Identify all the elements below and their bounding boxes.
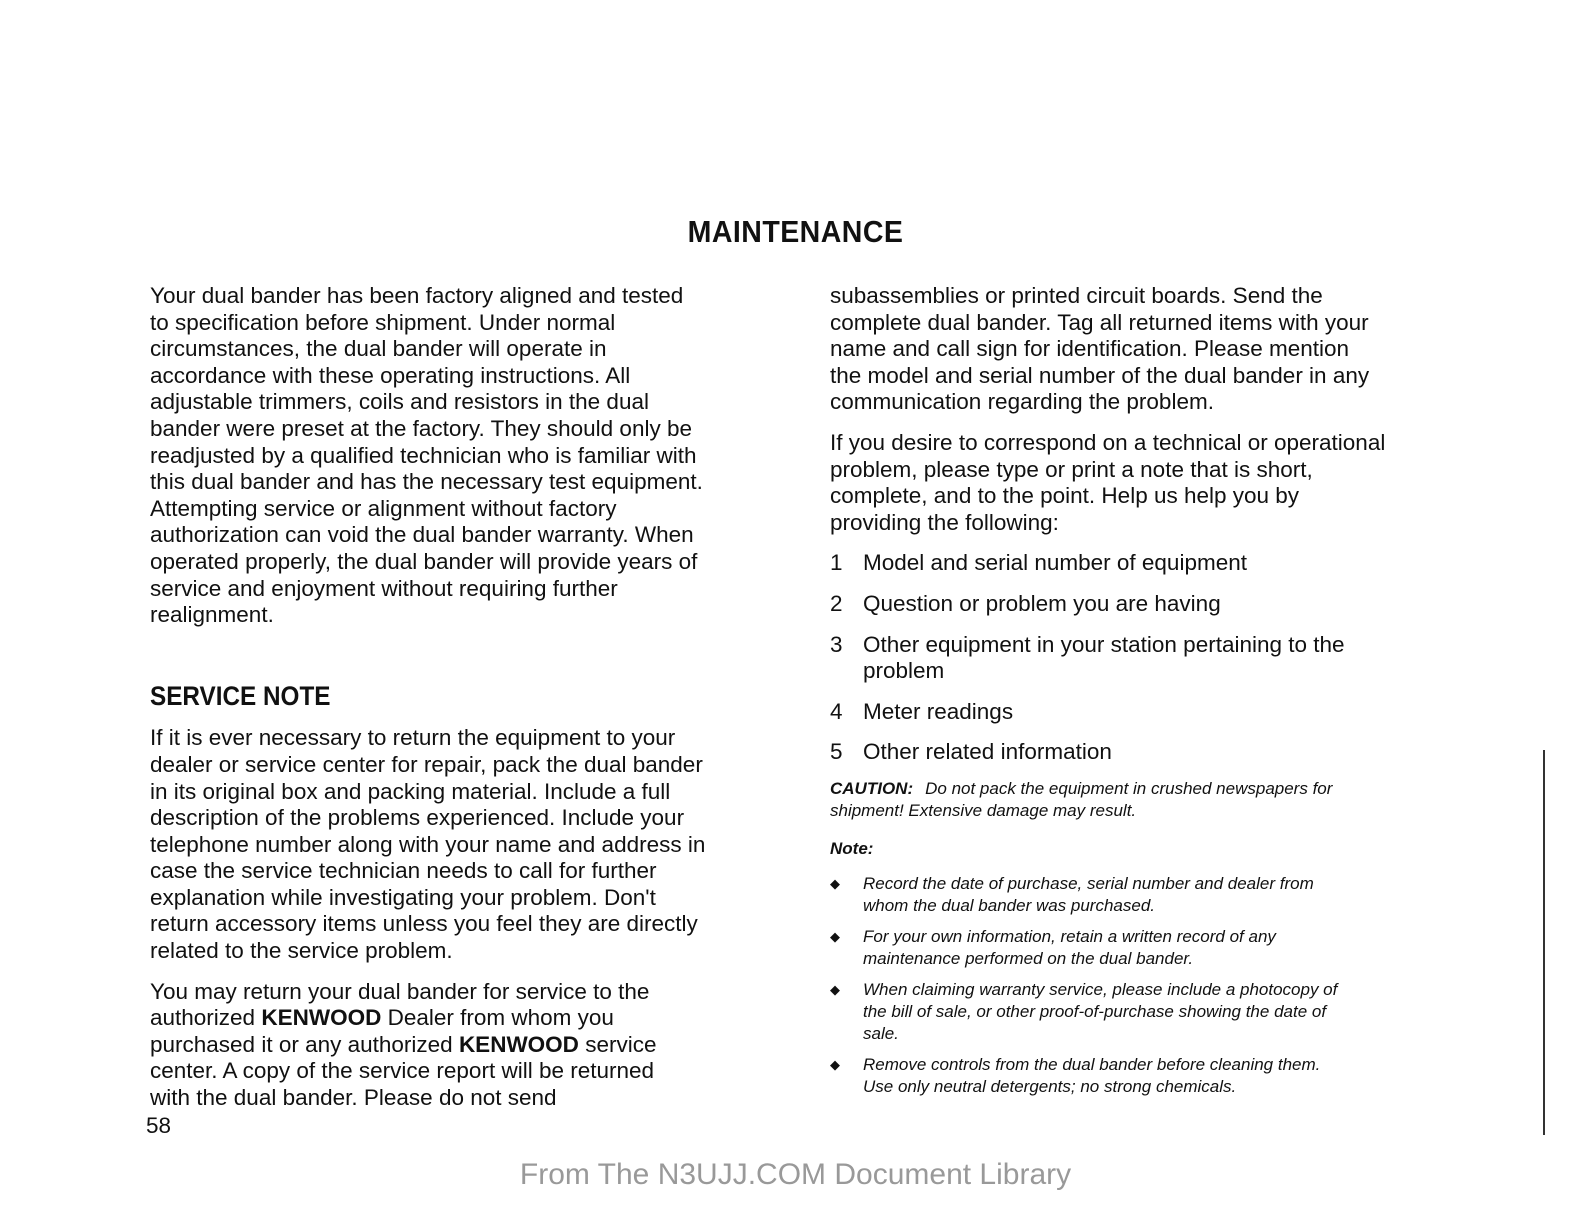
note-item — [830, 979, 1450, 1045]
list-item — [830, 699, 1450, 726]
text: authorized — [150, 1005, 262, 1031]
text-line: Other related information — [863, 739, 1112, 765]
list-number: 2 — [830, 590, 843, 616]
text-line: complete, and to the point. Help us help you by — [830, 483, 1300, 509]
note-item — [830, 1054, 1450, 1098]
diamond-bullet-icon: ◆ — [830, 1056, 840, 1072]
text-line: center. A copy of the service report will be returned — [150, 1058, 655, 1084]
note-text — [863, 873, 1314, 917]
text-line: sale. — [863, 1023, 899, 1043]
correspond-paragraph — [830, 430, 1450, 536]
diamond-bullet-icon: ◆ — [830, 981, 840, 997]
list-number: 1 — [830, 550, 843, 576]
caution-label: CAUTION: — [830, 778, 914, 798]
text-line — [150, 1005, 770, 1032]
text-line: Meter readings — [863, 698, 1014, 724]
text: purchased it or any authorized — [150, 1031, 459, 1057]
text-line: related to the service problem. — [150, 938, 453, 964]
list-text — [863, 550, 1247, 577]
text-line: complete dual bander. Tag all returned items with your — [830, 309, 1369, 335]
note-item — [830, 873, 1450, 917]
text-line: providing the following: — [830, 509, 1059, 535]
text-line: this dual bander and has the necessary test equipment. — [150, 469, 703, 495]
text-line: name and call sign for identification. Please mention — [830, 336, 1350, 362]
caution-note — [830, 778, 1450, 822]
diamond-bullet-icon: ◆ — [830, 928, 840, 944]
text-line: readjusted by a qualified technician who is familiar with — [150, 442, 697, 468]
continuation-paragraph — [830, 283, 1450, 416]
list-text — [863, 591, 1221, 618]
note-text — [863, 1054, 1320, 1098]
text-line: authorization can void the dual bander warranty. When — [150, 522, 694, 548]
text-line: shipment! Extensive damage may result. — [830, 800, 1137, 820]
note-item — [830, 926, 1450, 970]
text-line: Remove controls from the dual bander before cleaning them. — [863, 1054, 1321, 1074]
brand-name: KENWOOD — [458, 1031, 579, 1057]
text-line: realignment. — [150, 602, 274, 628]
list-item — [830, 739, 1450, 766]
list-number: 3 — [830, 631, 843, 657]
text-line: You may return your dual bander for service to the — [150, 978, 650, 1004]
text-line: return accessory items unless you feel they are directly — [150, 911, 698, 937]
list-item — [830, 591, 1450, 618]
text-line: Record the date of purchase, serial number and dealer from — [863, 873, 1314, 893]
text: Dealer from whom you — [381, 1005, 614, 1031]
text-line: adjustable trimmers, coils and resistors in the dual — [150, 389, 649, 415]
diamond-bullet-icon: ◆ — [830, 875, 840, 891]
text-line: problem, please type or print a note that is short, — [830, 456, 1313, 482]
service-note-heading: SERVICE NOTE — [150, 680, 331, 711]
text-line: When claiming warranty service, please include a photocopy of — [863, 979, 1338, 999]
list-text — [863, 739, 1112, 766]
text-line: Attempting service or alignment without factory — [150, 495, 617, 521]
text-line: the bill of sale, or other proof-of-purchase showing the date of — [863, 1001, 1327, 1021]
text-line: Your dual bander has been factory aligned and tested — [150, 283, 684, 308]
text-line: dealer or service center for repair, pack the dual bander — [150, 751, 703, 777]
left-column — [150, 283, 770, 1126]
intro-paragraph — [150, 283, 770, 629]
text-line: bander were preset at the factory. They should only be — [150, 415, 692, 441]
text-line: explanation while investigating your problem. Don't — [150, 884, 656, 910]
text-line: If it is ever necessary to return the equipment to your — [150, 725, 676, 751]
list-text — [863, 699, 1013, 726]
text-line: operated properly, the dual bander will provide years of — [150, 548, 698, 574]
note-text — [863, 926, 1276, 970]
text-line: maintenance performed on the dual bander. — [863, 948, 1194, 968]
watermark: From The N3UJJ.COM Document Library — [519, 1158, 1072, 1191]
text-line: in its original box and packing material. Include a full — [150, 778, 671, 804]
list-item — [830, 550, 1450, 577]
note-text — [863, 979, 1337, 1045]
text-line: case the service technician needs to call for further — [150, 858, 657, 884]
text-line: description of the problems experienced. Include your — [150, 805, 685, 831]
text: Do not pack the equipment in crushed newspapers for — [925, 778, 1333, 798]
text-line: Other equipment in your station pertaining to the — [863, 631, 1345, 657]
page-title: MAINTENANCE — [687, 214, 904, 249]
note-label: Note: — [830, 838, 874, 858]
text-line: the model and serial number of the dual bander in any — [830, 362, 1370, 388]
text-line: problem — [863, 658, 945, 684]
return-paragraph — [150, 979, 770, 1112]
page-number: 58 — [146, 1113, 172, 1138]
text-line: Question or problem you are having — [863, 590, 1221, 616]
text-line: Model and serial number of equipment — [863, 550, 1247, 576]
list-text — [863, 632, 1345, 685]
text-line: Use only neutral detergents; no strong chemicals. — [863, 1076, 1237, 1096]
text-line — [150, 1032, 770, 1059]
text-line: to specification before shipment. Under normal — [150, 309, 616, 335]
text-line: circumstances, the dual bander will operate in — [150, 336, 607, 362]
list-number: 5 — [830, 739, 843, 765]
note-bullets — [830, 873, 1450, 1098]
right-column — [830, 283, 1450, 1107]
text-line: with the dual bander. Please do not send — [150, 1085, 557, 1111]
text-line: service and enjoyment without requiring further — [150, 575, 618, 601]
brand-name: KENWOOD — [261, 1005, 382, 1031]
text-line: For your own information, retain a written record of any — [863, 926, 1276, 946]
text: service — [578, 1031, 657, 1057]
numbered-list — [830, 550, 1450, 766]
text-line: communication regarding the problem. — [830, 389, 1214, 415]
text-line: whom the dual bander was purchased. — [863, 895, 1156, 915]
service-paragraph — [150, 725, 770, 964]
text-line: telephone number along with your name and address in — [150, 831, 706, 857]
margin-rule — [1543, 750, 1545, 1135]
list-item — [830, 632, 1450, 685]
text-line: If you desire to correspond on a technical or operational — [830, 429, 1386, 455]
text-line: subassemblies or printed circuit boards. Send the — [830, 283, 1323, 308]
list-number: 4 — [830, 698, 843, 724]
text-line: accordance with these operating instructions. All — [150, 362, 631, 388]
